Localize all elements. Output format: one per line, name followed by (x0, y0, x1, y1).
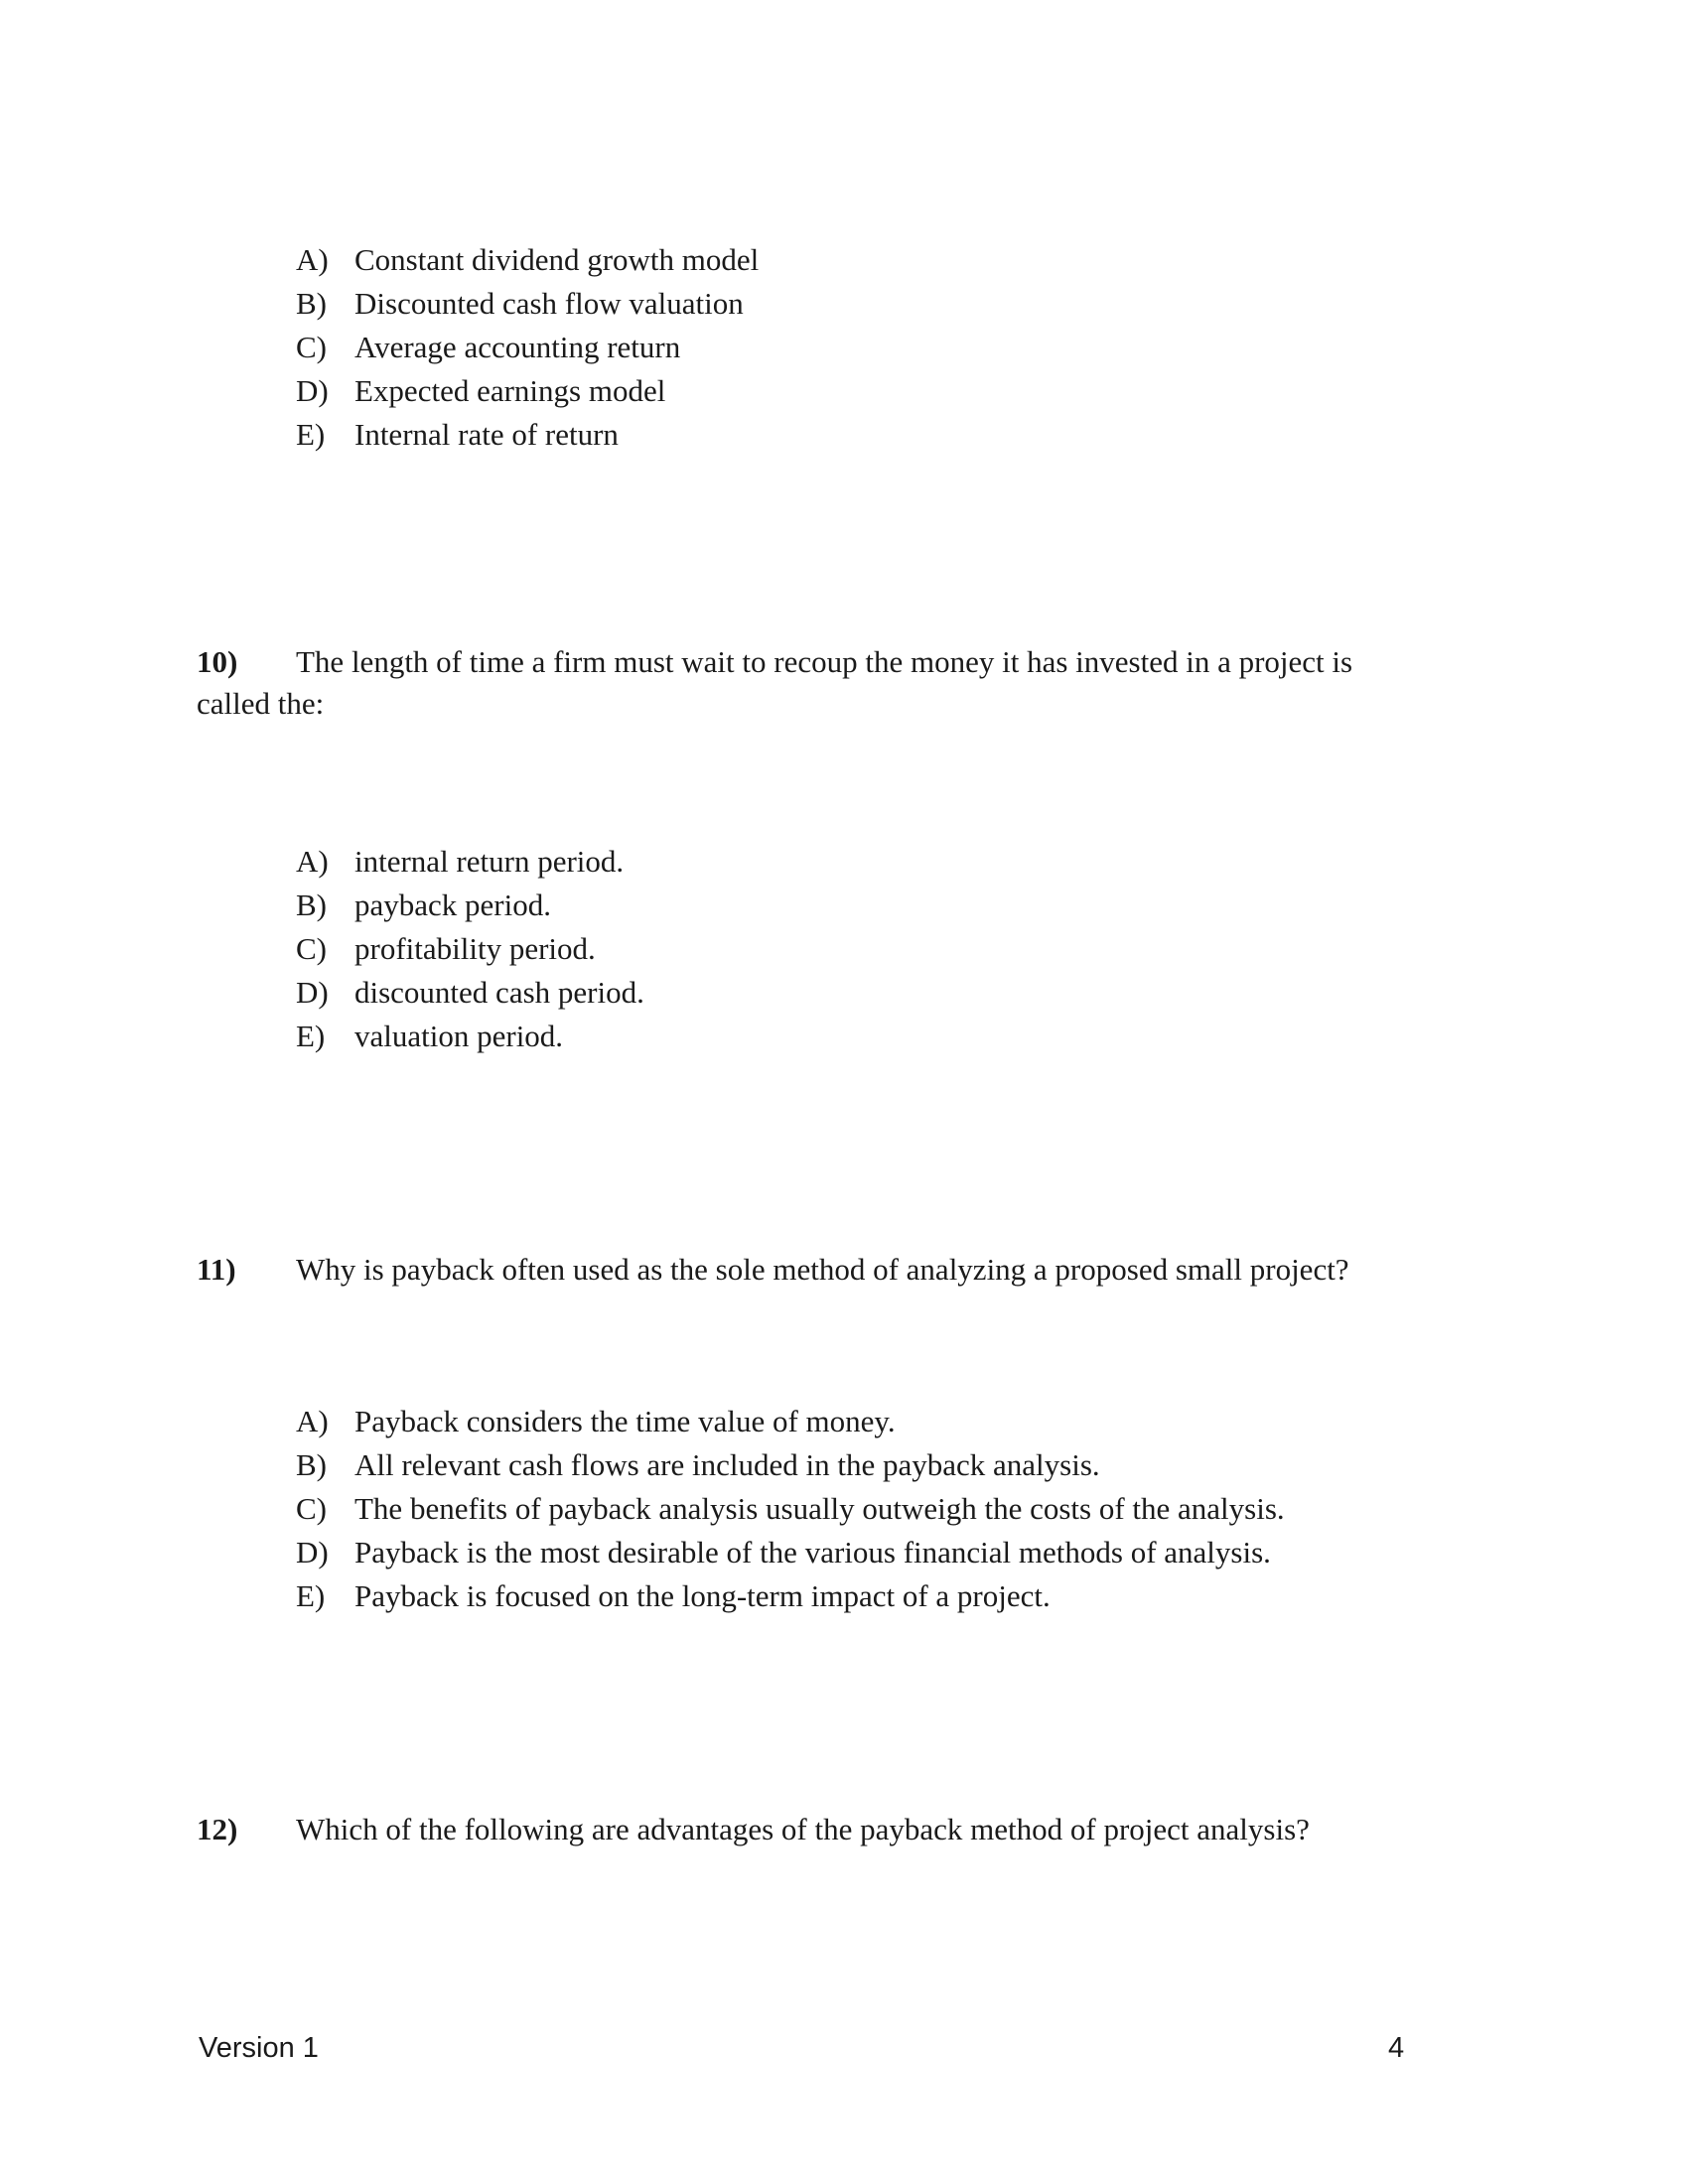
question-stem (197, 641, 1448, 683)
question-stem (197, 1809, 1448, 1850)
option-e (296, 1015, 644, 1058)
option-a (296, 238, 759, 282)
option-b (296, 282, 759, 326)
option-e (296, 413, 759, 457)
option-text: Internal rate of return (354, 417, 619, 452)
option-letter: B) (296, 1447, 327, 1482)
option-text: Payback considers the time value of money. (354, 1404, 896, 1438)
question-stem (197, 1249, 1448, 1291)
option-text: internal return period. (354, 844, 625, 879)
question-text-line1: The length of time a firm must wait to recoup the money it has invested in a project is (296, 644, 1353, 679)
question-9-options (296, 238, 759, 457)
question-number: 11) (197, 1252, 236, 1287)
question-text-line1: Which of the following are advantages of the payback method of project analysis? (296, 1812, 1310, 1846)
option-text: The benefits of payback analysis usually outweigh the costs of the analysis. (354, 1491, 1285, 1526)
option-text: All relevant cash flows are included in the payback analysis. (354, 1447, 1100, 1482)
question-11-options (296, 1400, 1285, 1618)
question-10-options (296, 840, 644, 1058)
option-c (296, 326, 759, 369)
question-12 (197, 1809, 1448, 1850)
option-letter: C) (296, 1491, 327, 1526)
option-letter: A) (296, 242, 329, 277)
option-letter: D) (296, 373, 329, 408)
option-text: Payback is focused on the long-term impact of a project. (354, 1578, 1051, 1613)
option-text: Constant dividend growth model (354, 242, 760, 277)
question-10 (197, 641, 1448, 725)
option-text: discounted cash period. (354, 975, 644, 1010)
question-number: 12) (197, 1812, 238, 1846)
option-b (296, 1443, 1285, 1487)
option-text: Expected earnings model (354, 373, 666, 408)
option-b (296, 884, 644, 927)
footer-version: Version 1 (199, 2032, 319, 2064)
question-11 (197, 1249, 1448, 1291)
option-letter: A) (296, 1404, 329, 1438)
option-letter: A) (296, 844, 329, 879)
option-letter: B) (296, 286, 327, 321)
option-text: Payback is the most desirable of the various financial methods of analysis. (354, 1535, 1271, 1570)
option-text: valuation period. (354, 1019, 564, 1053)
question-stem-continued (197, 683, 1448, 725)
footer-page-number: 4 (1388, 2032, 1405, 2064)
question-text-line1: Why is payback often used as the sole method of analyzing a proposed small project? (296, 1252, 1349, 1287)
option-letter: D) (296, 1535, 329, 1570)
option-text: Average accounting return (354, 330, 681, 364)
option-letter: E) (296, 1578, 326, 1613)
option-letter: E) (296, 417, 326, 452)
option-d (296, 971, 644, 1015)
option-c (296, 927, 644, 971)
option-d (296, 1531, 1285, 1574)
option-d (296, 369, 759, 413)
question-number: 10) (197, 644, 238, 679)
option-a (296, 1400, 1285, 1443)
question-text-line2: called the: (197, 686, 325, 721)
option-e (296, 1574, 1285, 1618)
option-letter: C) (296, 330, 327, 364)
option-letter: D) (296, 975, 329, 1010)
option-letter: E) (296, 1019, 326, 1053)
option-a (296, 840, 644, 884)
option-letter: B) (296, 887, 327, 922)
option-c (296, 1487, 1285, 1531)
option-text: payback period. (354, 887, 551, 922)
option-letter: C) (296, 931, 327, 966)
option-text: Discounted cash flow valuation (354, 286, 744, 321)
option-text: profitability period. (354, 931, 596, 966)
